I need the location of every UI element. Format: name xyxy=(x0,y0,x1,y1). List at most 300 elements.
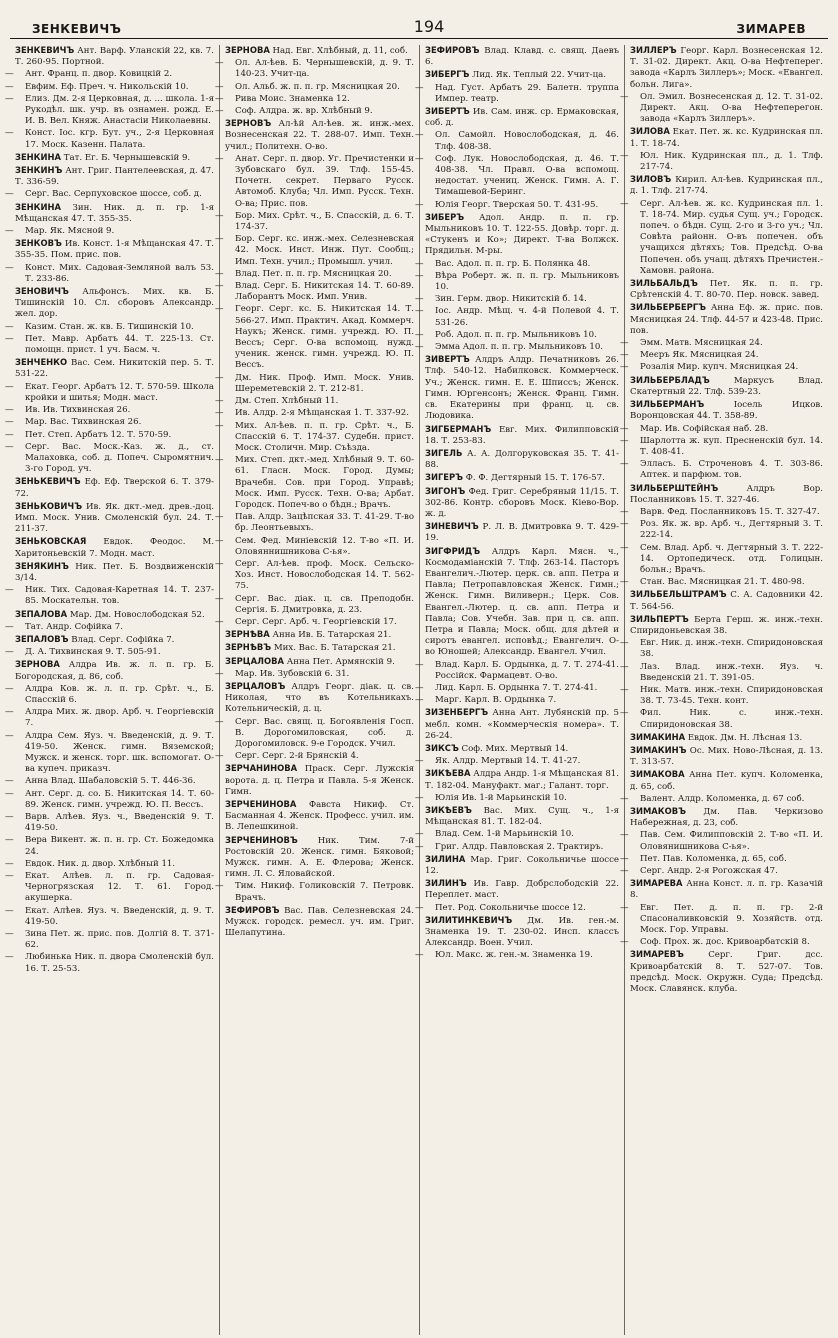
ditto-dash: — xyxy=(5,429,14,440)
entry-text: Алдръ Алдр. Печатниковъ 26. Тлф. 540-12. Набилковск. Коммерческ. Уч.; Женск. гимн. Е. Е. Шписсъ; Женск. Гимн. Юргенсонъ; Женск. Франц. Гимн. св. Екатерины при франц. ц. св. Людовика. xyxy=(425,355,619,422)
entry-text: Пет. Пав. Коломенка, д. 65, соб. xyxy=(640,853,787,864)
entry-surname: ЗИЛЬБАЛЬДЪ xyxy=(630,278,698,289)
directory-entry xyxy=(225,629,414,641)
ditto-dash: — xyxy=(5,262,14,273)
entry-text: Ол. Ал-ѣев. Б. Чернышевскій, д. 9. Т. 140-23. Учит-ца. xyxy=(235,58,414,80)
entry-surname: ЗЕРЧЕНИНОВА xyxy=(225,799,297,809)
entry-text: Любинька Ник. п. двора Смоленскій бул. 16. Т. 25-53. xyxy=(25,952,214,974)
entry-surname: ЗЕФИРОВЪ xyxy=(225,904,280,915)
directory-subentry xyxy=(620,902,823,937)
entry-text: Дм. Ив. ген.-м. Знаменка 19. Т. 230-02. Инсп. классъ Александр. Воен. Учил. xyxy=(425,915,619,949)
directory-subentry xyxy=(215,281,414,303)
entry-text: Эмм. Матв. Мясницкая 24. xyxy=(640,338,763,349)
directory-subentry xyxy=(620,853,823,865)
entry-text: Серг. Григ. дсс. Кривоарбатскій 8. Т. 527-07. Тов. предсѣд. Моск. Окружн. Суда; Предсѣд. Моск. Славянск. клуба. xyxy=(630,950,823,995)
entry-text: Ник. Пет. Б. Воздвиженскій 3/14. xyxy=(15,561,214,583)
entry-surname: ЗИКѢЕВА xyxy=(425,768,471,779)
directory-subentry xyxy=(215,512,414,534)
directory-subentry xyxy=(415,902,619,914)
directory-subentry xyxy=(5,647,214,658)
ditto-dash: — xyxy=(620,150,629,161)
ditto-dash: — xyxy=(620,506,629,517)
entry-text: Над. Густ. Арбатъ 29. Балетн. труппа Импер. театр. xyxy=(435,82,619,104)
directory-entry xyxy=(630,45,823,91)
ditto-dash: — xyxy=(620,338,629,349)
entry-text: Ив. Сам. инж. ср. Ермаковская, соб. д. xyxy=(425,107,619,129)
entry-text: Дм. Степ. Хлѣбный 11. xyxy=(235,396,339,407)
directory-subentry xyxy=(215,455,414,511)
directory-entry xyxy=(630,949,823,995)
column-4 xyxy=(620,45,828,1335)
ditto-dash: — xyxy=(215,234,224,245)
entry-text: Бор. Серг. кс. инж.-мех. Селезневская 42. Моск. Инст. Инж. Пут. Сообщ.; Имп. Техн. учил.; Промышл. учил. xyxy=(235,234,414,267)
entry-text: Соф. Лук. Новослободская, д. 46. Т. 408-38. Чл. Правл. О-ва вспомощ. недостат. учениц. Женск. Гимн. А. Г. Тимашевой-Беринг. xyxy=(435,153,619,198)
directory-entry xyxy=(225,118,414,153)
entry-text: Лид. Як. Теплый 22. Учит-ца. xyxy=(469,70,606,81)
entry-text: Кирил. Ал-ѣев. Кудринская пл., д. 1. Тлф. 217-74. xyxy=(630,175,823,197)
ditto-dash: — xyxy=(215,420,224,431)
directory-subentry xyxy=(620,506,823,518)
directory-subentry xyxy=(215,58,414,80)
entry-surname: ЗИБЕРТЪ xyxy=(425,106,470,117)
entry-text: Варв. Алѣев. Яуз. ч., Введенскій 9. Т. 419-50. xyxy=(25,812,214,834)
directory-subentry xyxy=(620,638,823,660)
entry-text: Д. А. Тихвинская 9. Т. 505-91. xyxy=(25,647,161,658)
directory-entry xyxy=(15,501,214,536)
entry-text: Іос. Андр. Мѣщ. ч. 4-й Полевой 4. Т. 531-26. xyxy=(435,306,619,328)
ditto-dash: — xyxy=(415,294,424,305)
entry-text: Фед. Григ. Серебряный 11/15. Т. 302-86. Контр. сборовъ Моск. Кіево-Вор. ж. д. xyxy=(425,486,619,519)
entry-text: Роб. Адол. п. п. гр. Мыльниковъ 10. xyxy=(435,329,597,340)
ditto-dash: — xyxy=(5,69,14,80)
ditto-dash: — xyxy=(415,270,424,281)
entry-surname: ЗИМАКИНА xyxy=(630,731,686,742)
directory-subentry xyxy=(620,708,823,730)
directory-entry xyxy=(630,174,823,197)
directory-subentry xyxy=(215,668,414,680)
entry-text: Евг. Мих. Филипповскій 18. Т. 253-83. xyxy=(425,424,619,446)
entry-surname: ЗЕРНѢВА xyxy=(225,629,270,640)
entry-text: Тат. Андр. Софійка 7. xyxy=(25,621,123,632)
entry-text: Юл. Ник. Кудринская пл., д. 1. Тлф. 217-74. xyxy=(640,150,823,173)
entry-text: Як. Алдр. Мертвый 14. Т. 41-27. xyxy=(435,756,581,767)
ditto-dash: — xyxy=(415,329,424,340)
directory-subentry xyxy=(5,321,214,333)
page-header xyxy=(10,12,828,39)
ditto-dash: — xyxy=(620,362,629,373)
entry-text: Евг. Пет. д. п. п. гр. 2-й Спасоналивковскій 9. Хозяйств. отд. Моск. Гор. Управы. xyxy=(640,902,823,936)
entry-text: Влад. Серг. Б. Никитская 14. Т. 60-89. Лаборантъ Моск. Имп. Унив. xyxy=(235,281,414,303)
ditto-dash: — xyxy=(5,707,14,718)
entry-text: Екат. Алѣев. Яуз. ч. Введенскій, д. 9. Т. 419-50. xyxy=(25,905,214,927)
ditto-dash: — xyxy=(415,130,424,141)
directory-entry xyxy=(15,165,214,188)
ditto-dash: — xyxy=(620,708,629,719)
entry-text: Соф. Алдра. ж. вр. Хлѣбный 9. xyxy=(235,106,373,117)
running-head-left: ЗЕНКЕВИЧЪ xyxy=(32,22,122,36)
entry-text: Ив. Гавр. Добрслободскій 22. Переплет. маст. xyxy=(425,879,619,901)
entry-surname: ЗИЛИНА xyxy=(425,853,466,864)
entry-surname: ЗЕНКОВЪ xyxy=(15,238,62,249)
entry-text: Валент. Алдр. Коломенка, д. 67 соб. xyxy=(640,793,805,804)
ditto-dash: — xyxy=(215,81,224,92)
ditto-dash: — xyxy=(215,372,224,383)
entry-surname: ЗИМАРЕВА xyxy=(630,878,683,889)
entry-text: Альфонсъ. Мих. кв. Б. Тишинскій 10. Сл. сборовъ Александр. жел. дор. xyxy=(15,287,214,320)
directory-entry xyxy=(425,472,619,484)
entry-surname: ЗИЛИТИНКЕВИЧЪ xyxy=(425,914,513,925)
directory-entry xyxy=(630,732,823,744)
ditto-dash: — xyxy=(415,841,424,852)
ditto-dash: — xyxy=(215,558,224,569)
entry-text: Вас. Мих. Сущ. ч., 1-я Мѣщанская 81. Т. 182-04. xyxy=(425,806,619,828)
ditto-dash: — xyxy=(415,792,424,803)
entry-text: Алдръ Георг. діак. ц. св. Николая, что въ Котельникахъ. Котельническій, д. ц. xyxy=(225,681,414,715)
entry-text: Алдра Андр. 1-я Мѣщанская 81. Т. 182-04. Мануфакт. маг.; Галант. торг. xyxy=(425,769,619,791)
directory-subentry xyxy=(620,91,823,126)
column-3 xyxy=(415,45,625,1335)
directory-subentry xyxy=(5,128,214,150)
directory-entry xyxy=(630,278,823,301)
entry-surname: ЗИГЕЛЬ xyxy=(425,447,463,458)
entry-text: Вас. Сем. Никитскій пер. 5. Т. 531-22. xyxy=(15,358,214,380)
directory-subentry xyxy=(5,93,214,128)
entry-text: Ник. Тих. Садовая-Каретная 14. Т. 237-85. Москательн. тов. xyxy=(25,585,214,607)
directory-subentry xyxy=(5,776,214,787)
directory-entry xyxy=(15,476,214,499)
entry-text: Мар. Ив. Софійская наб. 28. xyxy=(640,423,769,434)
directory-subentry xyxy=(215,81,414,93)
entry-text: Анна Еф. ж. прис. пов. Мясницкая 24. Тлф. 44-57 и 423-48. Прис. пов. xyxy=(630,303,823,336)
entry-text: Сем. Влад. Арб. ч. Дегтярный 3. Т. 222-14. Ортопедическ. отд. Голицын. больн.; Врачъ. xyxy=(640,542,823,575)
entry-text: Алдра Ив. ж. л. п. гр. Б. Богородская, д. 86, соб. xyxy=(15,660,214,682)
column-1 xyxy=(5,45,220,1335)
directory-subentry xyxy=(415,329,619,341)
entry-text: Влад. Серг. Софійка 7. xyxy=(68,634,175,645)
directory-subentry xyxy=(5,429,214,441)
directory-subentry xyxy=(5,905,214,928)
entry-text: Серг. Вас. свящ. ц. Богоявленія Госп. В. Дорогомиловская, соб. д. Дорогомиловск. 9-е Городск. Учил. xyxy=(235,716,414,749)
entry-surname: ЗИБЕРЪ xyxy=(425,211,465,222)
entry-text: Ант. Франц. п. двор. Ковицкій 2. xyxy=(25,69,173,80)
directory-entry xyxy=(425,212,619,258)
entry-text: Марг. Карл. В. Ордынка 7. xyxy=(435,695,557,706)
entry-surname: ЗИМАКОВЪ xyxy=(630,806,686,816)
entry-text: Серг. Вас. Серпуховское шоссе, соб. д. xyxy=(25,189,202,200)
ditto-dash: — xyxy=(5,226,14,237)
directory-entry xyxy=(425,354,619,422)
entry-text: Фавста Никиф. Ст. Басманная 4. Женск. Професс. учил. им. В. Лепешкиной. xyxy=(225,800,414,833)
entry-text: Мар. Як. Мясной 9. xyxy=(25,226,115,237)
directory-entry xyxy=(425,878,619,901)
entry-surname: ЗЕНКИНА xyxy=(15,151,62,162)
entry-text: С. А. Садовники 42. Т. 564-56. xyxy=(630,590,823,612)
ditto-dash: — xyxy=(620,830,629,841)
directory-subentry xyxy=(5,381,214,404)
ditto-dash: — xyxy=(5,812,14,822)
ditto-dash: — xyxy=(215,93,224,104)
entry-text: Ив. Ив. Тихвинская 26. xyxy=(25,405,131,416)
entry-text: Юлія Ив. 1-й Марьинскій 10. xyxy=(435,792,567,803)
entry-text: Ол. Эмил. Вознесенская д. 12. Т. 31-02. Директ. Акц. О-ва Нефтеперегон. завода «Карлъ Зиллеръ». xyxy=(640,91,823,125)
ditto-dash: — xyxy=(620,902,629,913)
directory-subentry xyxy=(215,268,414,280)
entry-text: Іосель Ицков. Воронцовская 44. Т. 358-89. xyxy=(630,400,823,422)
directory-subentry xyxy=(415,756,619,767)
directory-entry xyxy=(630,483,823,506)
entry-text: Юл. Макс. ж. ген.-м. Знаменка 19. xyxy=(435,950,593,961)
entry-text: Серг. Серг. 2-й Брянскій 4. xyxy=(235,751,359,762)
ditto-dash: — xyxy=(415,829,424,840)
directory-subentry xyxy=(215,396,414,407)
entry-text: Мих. Степ. дкт.-мед. Хлѣбный 9. Т. 60-61. Гласн. Моск. Город. Думы; Врачебн. Сов. при Город. Управѣ; Моск. Имп. Русск. Техн. О-ва; Арбат. Городск. Попеч-во о бѣдн.; Врачъ. xyxy=(235,455,414,510)
ditto-dash: — xyxy=(5,441,14,452)
ditto-dash: — xyxy=(415,756,424,767)
directory-entry xyxy=(15,609,214,621)
entry-text: Меєръ Як. Мясницкая 24. xyxy=(640,350,759,361)
entry-text: Алдръ Вор. Посланниковъ 15. Т. 327-46. xyxy=(630,483,823,505)
directory-subentry xyxy=(215,106,414,117)
entry-text: Георг. Карл. Вознесенская 12. Т. 31-02. Директ. Акц. О-ва Нефтеперег. завода «Карлъ Зиллеръ»; Моск. «Евангел. больн. Лига». xyxy=(630,46,823,90)
directory-subentry xyxy=(620,937,823,948)
entry-text: Екат. Пет. ж. кс. Кудринская пл. 1. Т. 18-74. xyxy=(630,127,823,149)
entry-surname: ЗИЛИНЪ xyxy=(425,878,467,889)
entry-text: Над. Евг. Хлѣбный, д. 11, соб. xyxy=(269,46,408,56)
directory-entry xyxy=(225,835,414,881)
entry-text: Ф. Ф. Дегтярный 15. Т. 176-57. xyxy=(463,473,605,484)
directory-entry xyxy=(425,743,619,755)
entry-text: Зина Пет. ж. прис. пов. Долгій 8. Т. 371-62. xyxy=(25,929,214,951)
ditto-dash: — xyxy=(620,638,629,649)
entry-text: Пет. Степ. Арбатъ 12. Т. 570-59. xyxy=(25,429,172,440)
directory-entry xyxy=(425,486,619,521)
directory-subentry xyxy=(415,306,619,328)
entry-surname: ЗЕРЦАЛОВА xyxy=(225,655,285,666)
entry-surname: ЗЕРНОВА xyxy=(225,45,270,55)
directory-entry xyxy=(15,202,214,225)
directory-entry xyxy=(15,561,214,584)
directory-subentry xyxy=(5,812,214,834)
directory-subentry xyxy=(5,835,214,857)
entry-text: Ник. Матв. инж.-техн. Спиридоновская 38. Т. 73-45. Техн. конт. xyxy=(640,684,823,707)
directory-entry xyxy=(425,707,619,742)
directory-subentry xyxy=(5,81,214,93)
entry-text: Розалія Мир. купч. Мясницкая 24. xyxy=(640,362,799,373)
entry-text: Вас. Адол. п. п. гр. Б. Полянка 48. xyxy=(435,258,591,269)
directory-entry xyxy=(425,424,619,447)
entry-text: Вѣра Роберт. ж. п. п. гр. Мыльниковъ 10. xyxy=(435,270,619,293)
entry-text: Серг. Ал-ѣев. ж. кс. Кудринская пл. 1. Т. 18-74. Мир. судья Сущ. уч.; Городск. попеч. о бѣдн. Сущ. 2-го и 3-го уч.; Чл. Совѣта районн. О-въ попечен. объ учащихся дѣтяхъ; Тов. Предсѣд. О-ва Попечен. объ учащ. дѣтяхъ Пречистен.-Хамовн. района. xyxy=(640,198,823,276)
directory-subentry xyxy=(620,661,823,684)
entry-text: Ив. Конст. 1-я Мѣщанская 47. Т. 355-35. Пом. прис. пов. xyxy=(15,239,214,261)
ditto-dash: — xyxy=(620,350,629,361)
directory-entry xyxy=(630,126,823,149)
directory-entry xyxy=(15,634,214,646)
ditto-dash: — xyxy=(415,682,424,693)
entry-text: Евдок. Дм. Н. Лѣсная 13. xyxy=(685,732,803,743)
directory-subentry xyxy=(5,730,214,776)
directory-subentry xyxy=(415,682,619,694)
entry-surname: ЗЕНЬКОВИЧЪ xyxy=(15,500,83,511)
directory-subentry xyxy=(5,262,214,285)
entry-text: Алдра Сем. Яуз. ч. Введенскій, д. 9. Т. 419-50. Женск. гимн. Вяземской; Мужск. и женск. торг. шк. вспомогат. О-ва купеч. приказч. xyxy=(25,730,214,775)
directory-entry xyxy=(425,45,619,68)
directory-subentry xyxy=(620,338,823,349)
ditto-dash: — xyxy=(215,668,224,679)
ditto-dash: — xyxy=(5,776,14,787)
directory-entry xyxy=(425,69,619,81)
entry-text: Пав. Сем. Филипповскій 2. Т-во «П. И. Оловянишникова С-ья». xyxy=(640,830,823,852)
entry-surname: ЗЕРЧАНИНОВА xyxy=(225,763,298,774)
directory-subentry xyxy=(620,519,823,541)
directory-entry xyxy=(425,915,619,950)
directory-subentry xyxy=(215,304,414,371)
ditto-dash: — xyxy=(5,647,14,658)
entry-text: Дм. Ник. Проф. Имп. Моск. Унив. Шереметевскій 2. Т. 212-81. xyxy=(235,372,414,394)
ditto-dash: — xyxy=(620,793,629,804)
entry-text: Ник. Тим. 7-й Ростовскій 20. Женск. гимн. Бяковой; Мужск. гимн. А. Е. Флерова; Женск. гимн. Л. С. Яловайской. xyxy=(225,835,414,880)
directory-subentry xyxy=(215,593,414,616)
ditto-dash: — xyxy=(215,268,224,279)
entry-surname: ЗЕНКИНЪ xyxy=(15,165,63,176)
entry-text: Анна Пет. Армянскій 9. xyxy=(284,656,395,667)
ditto-dash: — xyxy=(215,396,224,407)
directory-subentry xyxy=(620,866,823,877)
directory-entry xyxy=(630,769,823,792)
entry-text: Евг. Ник. д. инж.-техн. Спиридоновская 38. xyxy=(640,638,823,660)
directory-entry xyxy=(225,45,414,57)
directory-entry xyxy=(630,878,823,901)
entry-surname: ЗЕПАЛОВЪ xyxy=(15,633,69,644)
ditto-dash: — xyxy=(415,153,424,164)
entry-text: Конст. Мих. Садовая-Земляной валъ 53. Т. 233-86. xyxy=(25,262,214,284)
entry-text: Мар. Дм. Новослободская 52. xyxy=(67,609,205,620)
directory-subentry xyxy=(620,150,823,173)
entry-text: Елиз. Дм. 2-я Церковная, д. ... школа. 1-я Рукодѣл. шк. учр. въ ознамен. рожд. Е. И. В. Вел. Княж. Анастасіи Николаевны. xyxy=(25,93,214,127)
entry-text: Адол. Андр. п. п. гр. Мыльниковъ 10. Т. 122-55. Довѣр. торг. д. «Стукенъ и Ко»; Директ. Т-ва Волжск. Прядильн. М-ры. xyxy=(425,212,619,257)
directory-subentry xyxy=(620,362,823,373)
directory-entry xyxy=(425,448,619,471)
directory-entry xyxy=(15,238,214,261)
directory-subentry xyxy=(620,577,823,588)
entry-text: Берта Герш. ж. инж.-техн. Спиридоньевская 38. xyxy=(630,614,823,636)
directory-subentry xyxy=(5,333,214,356)
entry-text: Зин. Ник. д. п. гр. 1-я Мѣщанская 47. Т. 355-35. xyxy=(15,202,214,224)
directory-subentry xyxy=(415,342,619,353)
entry-text: Ант. Варф. Уланскій 22, кв. 7. Т. 260-95. Портной. xyxy=(15,46,214,68)
directory-subentry xyxy=(415,841,619,853)
ditto-dash: — xyxy=(5,417,14,428)
directory-entry xyxy=(425,854,619,877)
entry-surname: ЗИЛОВА xyxy=(630,126,670,137)
directory-subentry xyxy=(5,69,214,80)
entry-text: Бор. Мих. Срѣт. ч., Б. Спасскій, д. 6. Т. 174-37. xyxy=(235,210,414,233)
entry-surname: ЗЕНЧЕНКО xyxy=(15,357,68,368)
entry-surname: ЗЕНЬКЕВИЧЪ xyxy=(15,476,81,487)
entry-text: Ол. Самойл. Новослободская, д. 46. Тлф. 408-38. xyxy=(435,130,619,152)
ditto-dash: — xyxy=(5,189,14,200)
directory-columns xyxy=(5,45,828,1335)
entry-surname: ЗИЛЬБЕЛЬШТРАМЪ xyxy=(630,589,727,600)
directory-subentry xyxy=(5,226,214,237)
ditto-dash: — xyxy=(5,871,14,882)
ditto-dash: — xyxy=(215,751,224,762)
directory-subentry xyxy=(215,93,414,105)
entry-text: Анна Пет. купч. Коломенка, д. 65, соб. xyxy=(630,770,823,792)
ditto-dash: — xyxy=(5,788,14,799)
directory-subentry xyxy=(215,881,414,903)
directory-entry xyxy=(630,745,823,768)
entry-text: Р. Л. В. Дмитровка 9. Т. 429-19. xyxy=(425,522,619,544)
entry-text: Евдок. Феодос. М. Харитоньевскій 7. Модн. маст. xyxy=(15,537,214,559)
directory-entry xyxy=(15,357,214,380)
directory-entry xyxy=(15,536,214,559)
ditto-dash: — xyxy=(620,684,629,695)
directory-subentry xyxy=(215,558,414,593)
ditto-dash: — xyxy=(5,683,14,694)
directory-entry xyxy=(15,152,214,164)
entry-text: Влад. Сем. 1-й Марьинскій 10. xyxy=(435,829,574,840)
entry-text: Екат. Георг. Арбатъ 12. Т. 570-59. Школа кройки и шитья; Модн. маст. xyxy=(25,381,214,403)
entry-text: Алдръ Карл. Мясн. ч., Космодаміанскій 7. Тлф. 263-14. Пасторъ Евангелич.-Лютер. церк. св. апп. Петра и Павла; Петропавловская Женск. Гимн.; Женск. Гимн. Виливерн.; Церк. Сов. Евангел.-Лютер. ц. св. апп. Петра и Павла; Сов. Учебн. Зав. при ц. св. апп. Петра и Павла; Моск. общ. для дѣтей и сиротъ евангел. исповѣд.; Евангелич. О-во Юношей; Александр. Евангел. Учил. xyxy=(425,546,619,658)
entry-text: Праск. Серг. Лужскія ворота. д. ц. Петра и Павла. 5-я Женск. Гимн. xyxy=(225,764,414,797)
ditto-dash: — xyxy=(620,519,629,530)
entry-text: Варв. Фед. Посланниковъ 15. Т. 327-47. xyxy=(640,506,820,517)
entry-surname: ЗЕПАЛОВА xyxy=(15,608,68,619)
entry-surname: ЗИБЕРГЪ xyxy=(425,69,470,80)
entry-surname: ЗИЛЛЕРЪ xyxy=(630,45,677,55)
directory-entry xyxy=(425,521,619,544)
directory-subentry xyxy=(5,952,214,974)
entry-text: Лаз. Влад. инж.-техн. Яуз. ч. Введенскій 21. Т. 391-05. xyxy=(640,661,823,683)
entry-text: Мих. Ал-ѣев. п. п. гр. Срѣт. ч., Б. Спасскій 6. Т. 174-37. Судебн. прист. Моск. Столичн. Мир. Съѣзда. xyxy=(235,420,414,453)
directory-subentry xyxy=(415,258,619,270)
entry-text: Маркусъ Влад. Скатертный 22. Тлф. 539-23. xyxy=(630,375,823,397)
entry-text: Пав. Алдр. Зацѣпская 33. Т. 41-29. Т-во бр. Леонтьевыхъ. xyxy=(235,512,414,534)
ditto-dash: — xyxy=(215,535,224,546)
ditto-dash: — xyxy=(215,716,224,727)
directory-subentry xyxy=(415,82,619,105)
directory-entry xyxy=(15,45,214,68)
entry-text: Сем. Фед. Миніевскій 12. Т-во «П. И. Оловяннишникова С-ья». xyxy=(235,535,414,557)
entry-surname: ЗИЛЬБЕРМАНЪ xyxy=(630,399,705,410)
entry-text: Анна Влад. Шабаловскій 5. Т. 446-36. xyxy=(25,776,196,787)
directory-subentry xyxy=(5,189,214,200)
running-head-right: ЗИМАРЕВ xyxy=(736,22,806,36)
directory-subentry xyxy=(415,829,619,840)
entry-text: Влад. Карл. Б. Ордынка, д. 7. Т. 274-41. Россійск. Фармацевт. О-во. xyxy=(435,659,619,681)
entry-text: Ив. Алдр. 2-я Мѣщанская 1. Т. 337-92. xyxy=(235,408,409,419)
ditto-dash: — xyxy=(5,929,14,940)
entry-text: Ант. Григ. Пантелеевская, д. 47. Т. 336-59. xyxy=(15,166,214,188)
entry-text: Евфим. Еф. Преч. ч. Никольскій 10. xyxy=(25,81,189,92)
entry-text: Рива Моис. Знаменка 12. xyxy=(235,93,350,104)
directory-subentry xyxy=(620,423,823,435)
entry-surname: ЗИМАКОВА xyxy=(630,769,685,780)
ditto-dash: — xyxy=(5,81,14,92)
entry-text: Вера Викент. ж. п. н. гр. Ст. Божедомка 24. xyxy=(25,835,214,857)
directory-subentry xyxy=(215,234,414,268)
entry-text: Эмма Адол. п. п. гр. Мыльниковъ 10. xyxy=(435,342,604,353)
entry-text: Мар. Вас. Тихвинская 26. xyxy=(25,417,142,428)
entry-text: Пет. Мавр. Арбатъ 44. Т. 225-13. Ст. помощн. прист. 1 уч. Басм. ч. xyxy=(25,333,214,356)
entry-surname: ЗИВЕРТЪ xyxy=(425,354,470,365)
entry-surname: ЗЕРНОВЪ xyxy=(225,118,272,129)
ditto-dash: — xyxy=(620,542,629,553)
entry-text: Серг. Андр. 2-я Рогожская 47. xyxy=(640,866,778,877)
entry-surname: ЗИГОНЪ xyxy=(425,485,466,496)
ditto-dash: — xyxy=(620,91,629,102)
